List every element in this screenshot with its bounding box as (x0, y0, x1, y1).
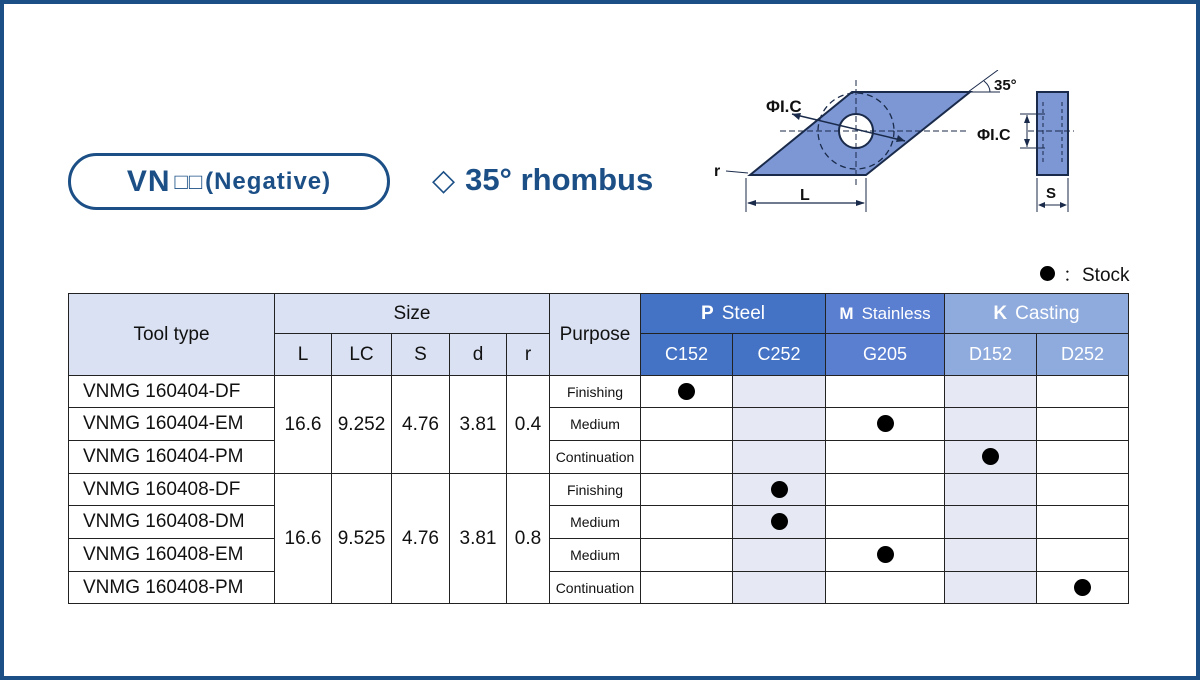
tool-type-cell: VNMG 160408-PM (69, 572, 275, 604)
group-casting-header: K Casting (945, 294, 1129, 334)
table-row (69, 572, 1129, 604)
size-lc-cell: 9.252 (332, 376, 392, 474)
stock-cell-d152 (945, 408, 1037, 441)
stock-cell-d152 (945, 506, 1037, 539)
grade-c152: C152 (641, 334, 733, 376)
series-placeholder: □□ (174, 168, 204, 194)
size-r-cell: 0.4 (507, 376, 550, 474)
grade-d152: D152 (945, 334, 1037, 376)
table-row (69, 474, 1129, 506)
shape-title-text: 35° rhombus (465, 162, 654, 197)
table-row (69, 408, 1129, 441)
size-col-lc: LC (332, 334, 392, 376)
size-col-d: d (450, 334, 507, 376)
tool-type-header: Tool type (69, 294, 275, 376)
size-d-cell: 3.81 (450, 474, 507, 604)
angle-label: 35° (994, 77, 1017, 94)
size-l-cell: 16.6 (275, 474, 332, 604)
stock-cell-c252 (733, 474, 826, 506)
table-row (69, 376, 1129, 408)
stock-dot-icon (982, 448, 999, 465)
table-row (69, 539, 1129, 572)
size-r-cell: 0.8 (507, 474, 550, 604)
purpose-cell: Continuation (550, 441, 641, 474)
stock-cell-d152 (945, 572, 1037, 604)
stock-cell-d152 (945, 474, 1037, 506)
stock-cell-d252 (1037, 441, 1129, 474)
purpose-cell: Finishing (550, 474, 641, 506)
stock-cell-g205 (826, 408, 945, 441)
tool-type-cell: VNMG 160404-PM (69, 441, 275, 474)
stock-dot-icon (1074, 579, 1091, 596)
stock-cell-c152 (641, 408, 733, 441)
stock-cell-c252 (733, 408, 826, 441)
thickness-label: S (1046, 185, 1057, 202)
stock-cell-d152 (945, 376, 1037, 408)
size-s-cell: 4.76 (392, 376, 450, 474)
radius-label: r (714, 163, 721, 180)
ic-label-side: ΦI.C (977, 127, 1011, 144)
size-col-s: S (392, 334, 450, 376)
insert-diagram (700, 70, 1120, 220)
stock-legend-text: ：Stock (1063, 265, 1130, 286)
stock-cell-c252 (733, 539, 826, 572)
stock-cell-d252 (1037, 506, 1129, 539)
stock-cell-c252 (733, 572, 826, 604)
stock-cell-c152 (641, 572, 733, 604)
stock-cell-c152 (641, 376, 733, 408)
stock-legend (1040, 260, 1130, 287)
size-lc-cell: 9.525 (332, 474, 392, 604)
stock-dot-icon (1040, 266, 1055, 281)
stock-cell-d152 (945, 539, 1037, 572)
tool-type-cell: VNMG 160408-DM (69, 506, 275, 539)
size-header: Size (275, 294, 550, 334)
stock-dot-icon (771, 481, 788, 498)
tool-type-cell: VNMG 160408-EM (69, 539, 275, 572)
stock-dot-icon (877, 546, 894, 563)
stock-cell-c152 (641, 506, 733, 539)
size-col-r: r (507, 334, 550, 376)
stock-cell-g205 (826, 474, 945, 506)
stock-cell-d252 (1037, 408, 1129, 441)
grade-c252: C252 (733, 334, 826, 376)
stock-cell-c152 (641, 474, 733, 506)
length-label: L (800, 187, 810, 204)
stock-cell-c252 (733, 376, 826, 408)
table-row (69, 506, 1129, 539)
size-s-cell: 4.76 (392, 474, 450, 604)
stock-cell-g205 (826, 506, 945, 539)
insert-side-view (1037, 92, 1068, 175)
group-stainless-header: M Stainless (826, 294, 945, 334)
shape-title (432, 162, 653, 198)
stock-cell-g205 (826, 376, 945, 408)
diamond-icon: ◇ (432, 163, 456, 197)
stock-cell-g205 (826, 441, 945, 474)
purpose-header: Purpose (550, 294, 641, 376)
size-d-cell: 3.81 (450, 376, 507, 474)
stock-dot-icon (678, 383, 695, 400)
stock-cell-d152 (945, 441, 1037, 474)
series-code: VN (126, 164, 171, 198)
stock-cell-g205 (826, 539, 945, 572)
table-row (69, 441, 1129, 474)
purpose-cell: Medium (550, 408, 641, 441)
ic-label-top: ΦI.C (766, 97, 802, 116)
stock-cell-d252 (1037, 539, 1129, 572)
tool-type-cell: VNMG 160404-EM (69, 408, 275, 441)
tool-type-cell: VNMG 160408-DF (69, 474, 275, 506)
stock-cell-c252 (733, 441, 826, 474)
grade-g205: G205 (826, 334, 945, 376)
stock-cell-d252 (1037, 376, 1129, 408)
size-col-l: L (275, 334, 332, 376)
stock-cell-d252 (1037, 474, 1129, 506)
grade-d252: D252 (1037, 334, 1129, 376)
stock-cell-c252 (733, 506, 826, 539)
purpose-cell: Medium (550, 539, 641, 572)
purpose-cell: Finishing (550, 376, 641, 408)
stock-cell-d252 (1037, 572, 1129, 604)
purpose-cell: Medium (550, 506, 641, 539)
series-type: (Negative) (205, 167, 332, 195)
stock-dot-icon (877, 415, 894, 432)
stock-cell-c152 (641, 441, 733, 474)
stock-cell-c152 (641, 539, 733, 572)
tool-type-cell: VNMG 160404-DF (69, 376, 275, 408)
stock-dot-icon (771, 513, 788, 530)
insert-series-badge (68, 153, 390, 210)
purpose-cell: Continuation (550, 572, 641, 604)
size-l-cell: 16.6 (275, 376, 332, 474)
stock-cell-g205 (826, 572, 945, 604)
group-steel-header: P Steel (641, 294, 826, 334)
insert-spec-table (68, 293, 1129, 604)
